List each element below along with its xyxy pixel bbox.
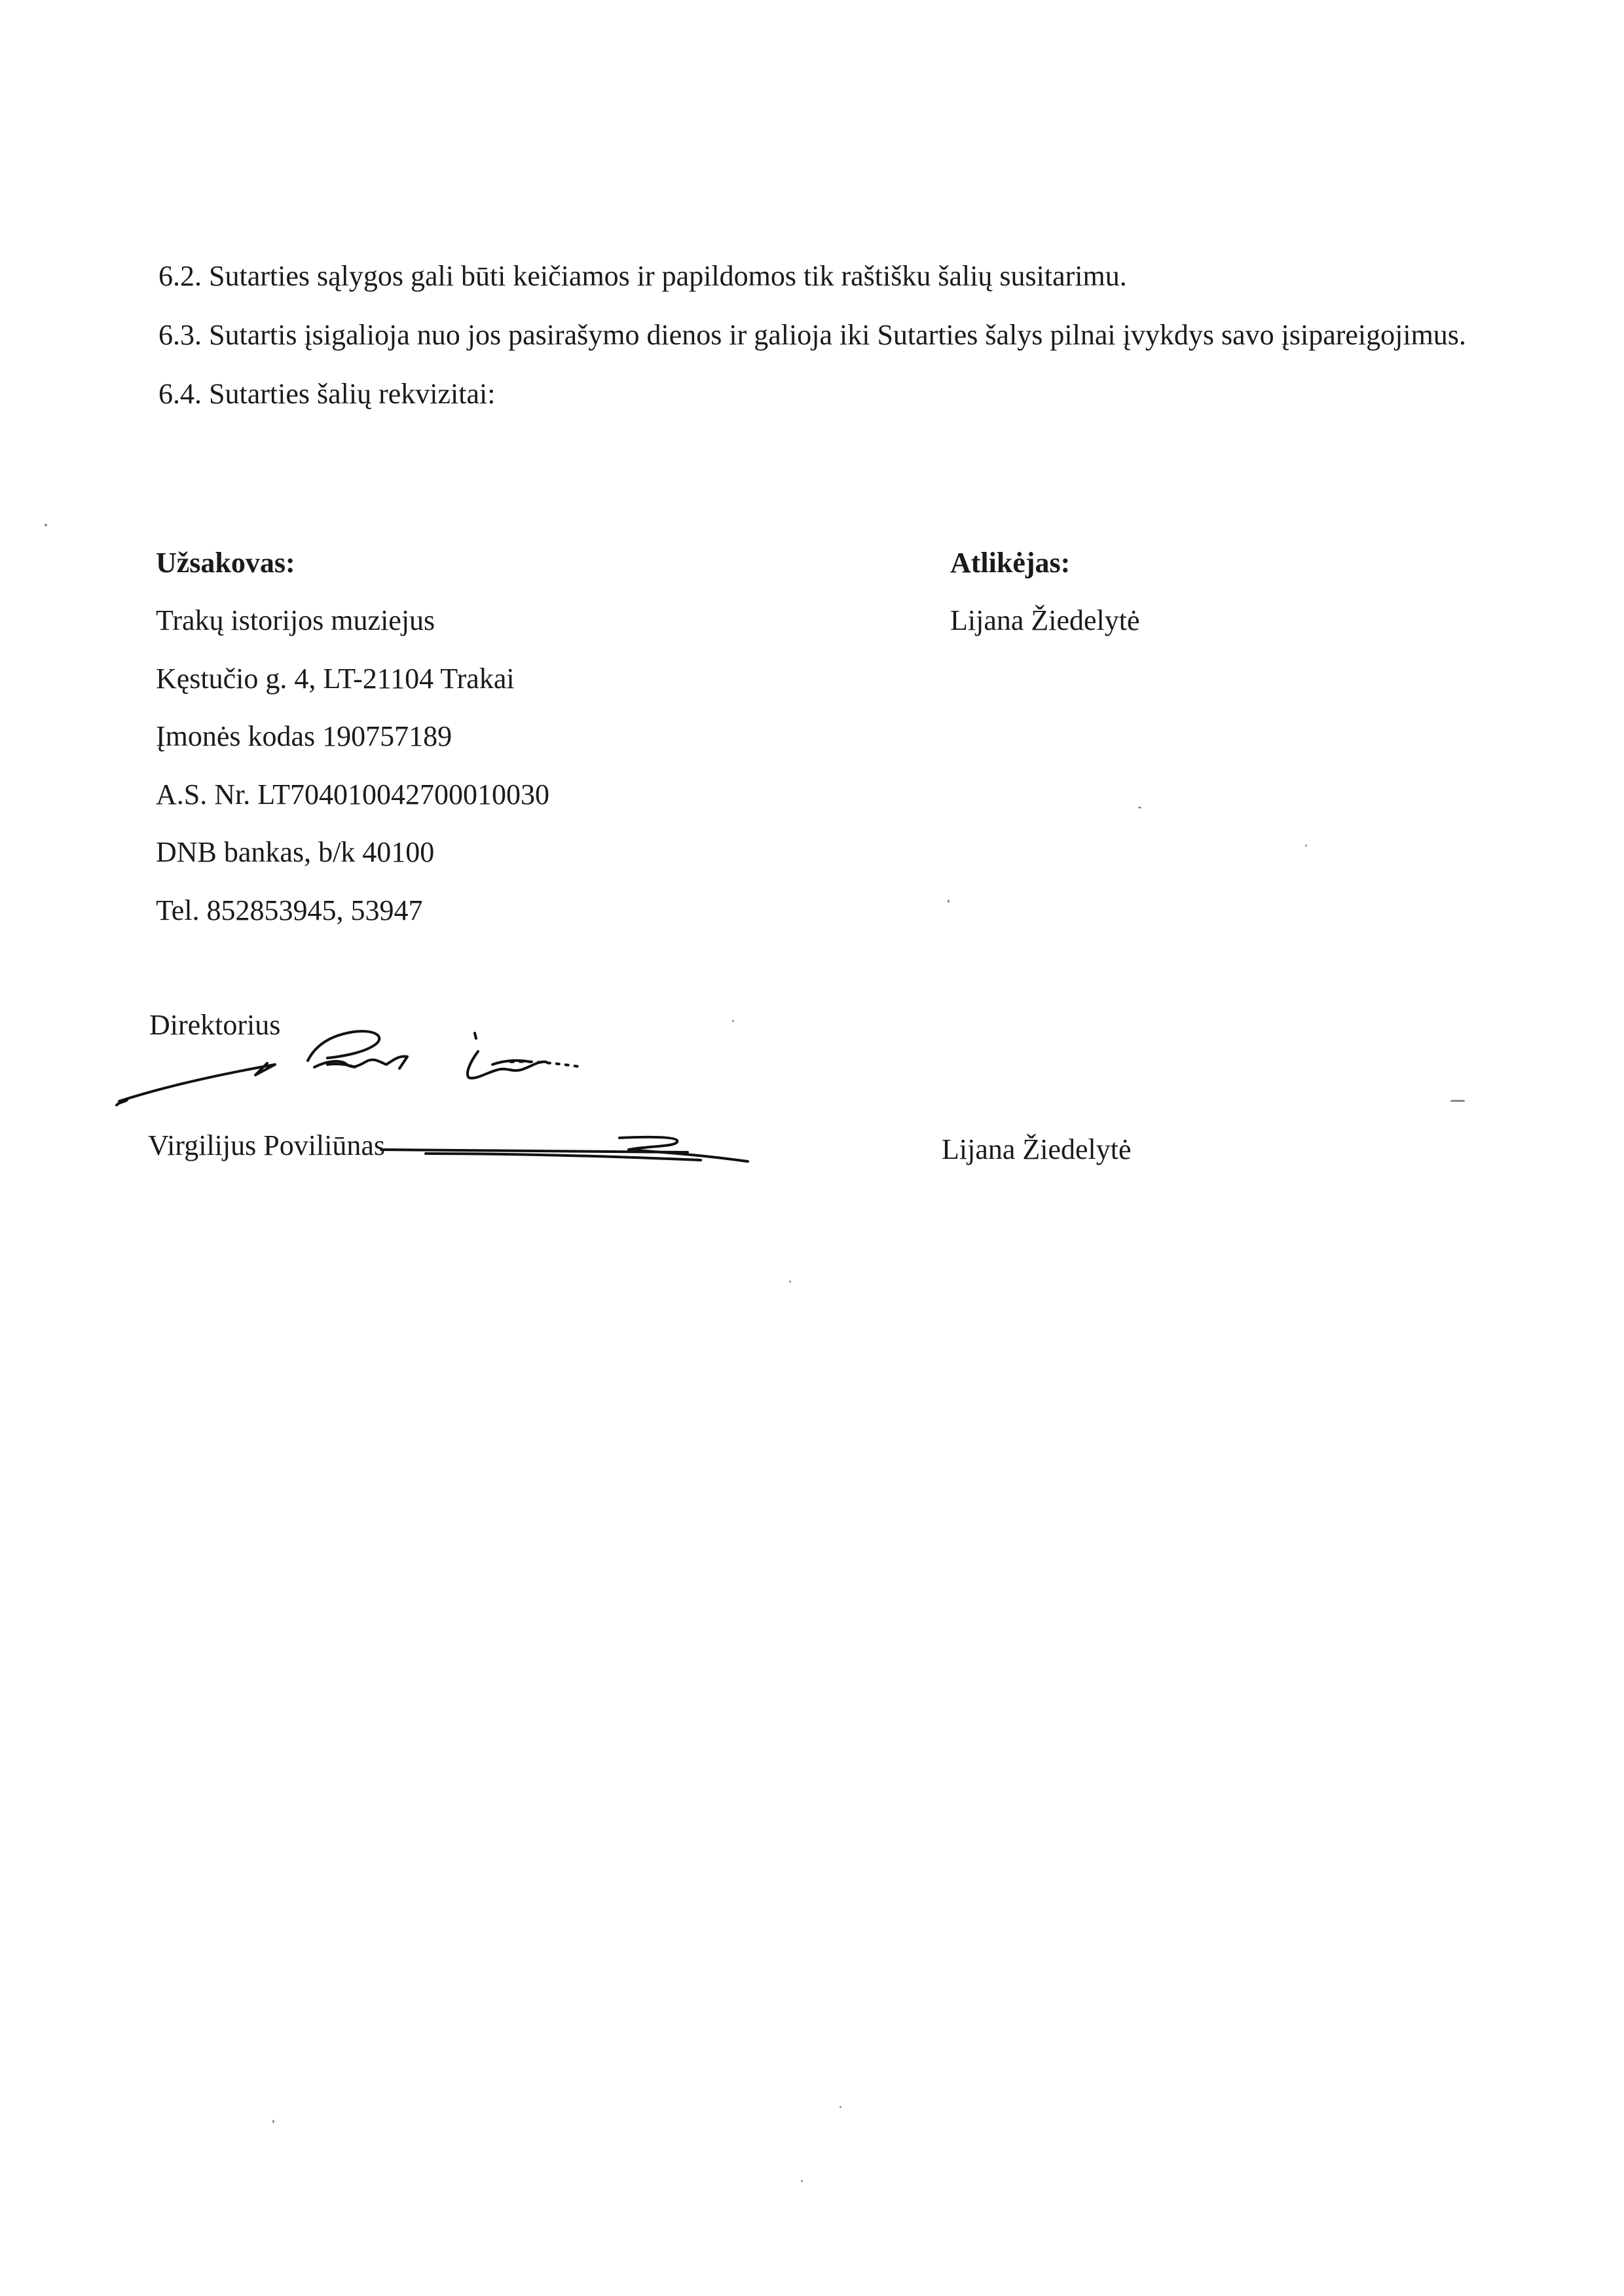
- customer-name: Trakų istorijos muziejus: [156, 604, 435, 636]
- scan-speck: [789, 1281, 791, 1283]
- customer-details: [156, 534, 811, 939]
- contractor-signatory-name: Lijana Žiedelytė: [942, 1133, 1132, 1165]
- scan-speck: [1450, 1100, 1465, 1102]
- customer-phone: Tel. 852853945, 53947: [156, 894, 423, 926]
- clause-6-4: 6.4. Sutarties šalių rekvizitai:: [158, 378, 496, 410]
- scan-speck: [45, 524, 47, 526]
- contractor-name: Lijana Žiedelytė: [950, 604, 1140, 636]
- customer-address: Kęstučio g. 4, LT-21104 Trakai: [156, 662, 515, 695]
- contract-clauses: [158, 247, 1573, 424]
- customer-signatory-name: Virgilijus Poviliūnas: [148, 1129, 386, 1161]
- scan-speck: [732, 1020, 734, 1022]
- scan-speck: [272, 2120, 274, 2123]
- customer-company-code: Įmonės kodas 190757189: [156, 720, 452, 752]
- customer-heading: Užsakovas:: [156, 547, 295, 579]
- contractor-heading: Atlikėjas:: [950, 547, 1071, 579]
- scan-speck: [1138, 807, 1141, 809]
- scan-speck: [801, 2180, 803, 2182]
- signatory-title: Direktorius: [149, 1009, 281, 1041]
- clause-6-2: 6.2. Sutarties sąlygos gali būti keičiamos ir papildomos tik raštišku šalių susitarimu.: [158, 260, 1127, 292]
- scan-speck: [948, 900, 950, 903]
- customer-bank: DNB bankas, b/k 40100: [156, 836, 435, 868]
- scan-speck: [840, 2106, 841, 2108]
- clause-6-3: 6.3. Sutartis įsigalioja nuo jos pasirašymo dienos ir galioja iki Sutarties šalys pilnai įvykdys savo įsipareigojimus.: [158, 319, 1466, 351]
- scan-speck: [1305, 845, 1307, 847]
- contractor-details: [950, 534, 1540, 650]
- customer-bank-account: A.S. Nr. LT704010042700010030: [156, 778, 549, 811]
